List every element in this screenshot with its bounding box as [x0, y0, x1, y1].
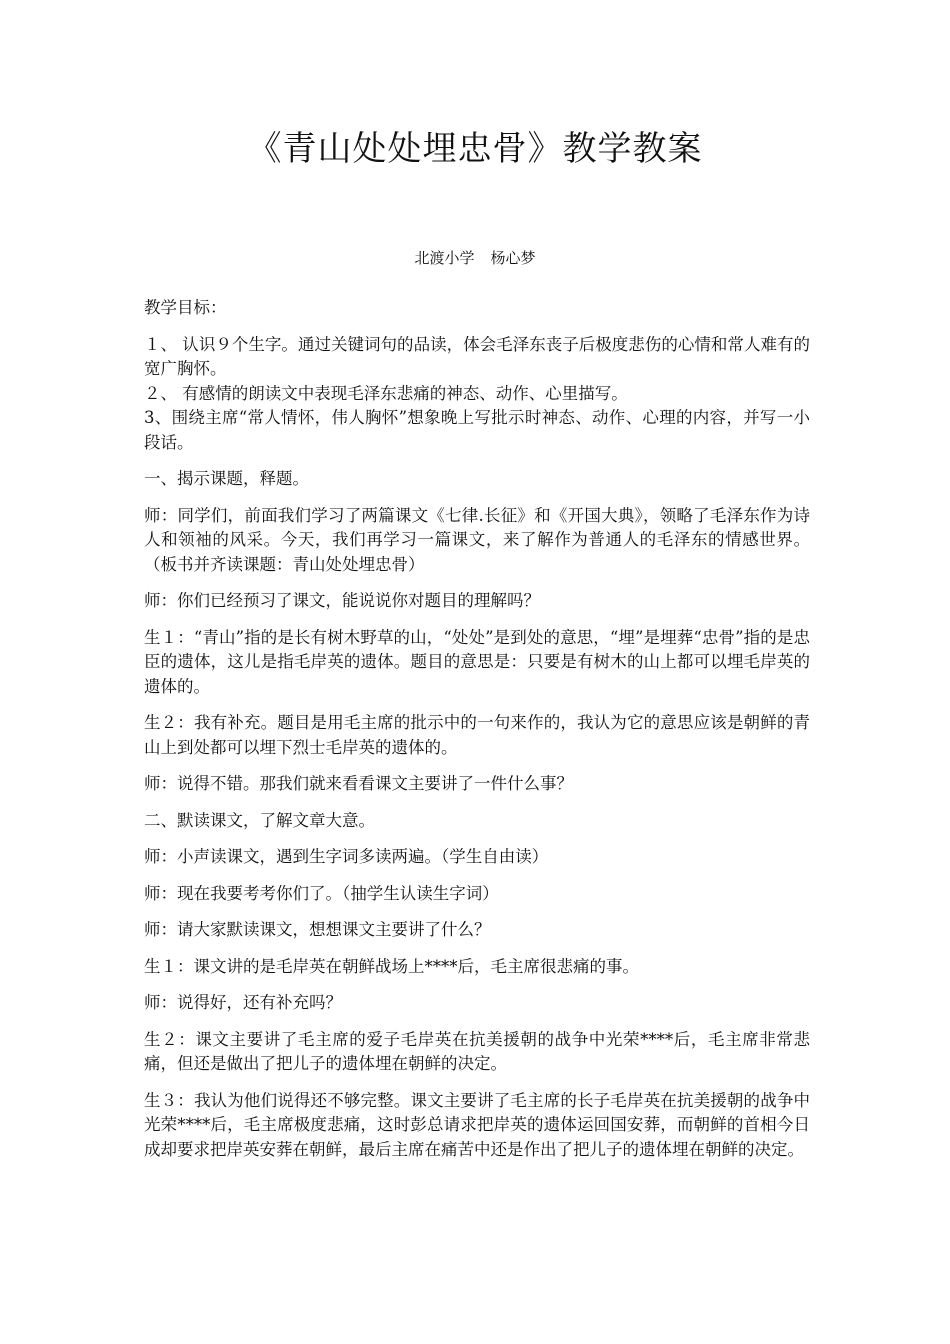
author-line — [0, 247, 950, 269]
paragraph: 生１：“青山”指的是长有树木野草的山，“处处”是到处的意思，“埋”是埋葬“忠骨”指的是忠臣的遗体，这儿是指毛岸英的遗体。题目的意思是：只要是有树木的山上都可以埋毛岸英的遗体的。 — [144, 627, 810, 696]
paragraph: 生１：课文讲的是毛岸英在朝鲜战场上****后，毛主席很悲痛的事。 — [144, 956, 639, 976]
paragraph: 师：说得好，还有补充吗？ — [144, 993, 342, 1012]
paragraph: 生３：我认为他们说得还不够完整。课文主要讲了毛主席的长子毛岸英在抗美援朝的战争中光荣****后，毛主席极度悲痛，这时彭总请求把岸英的遗体运回国安葬，而朝鲜的首相今日成却要求把岸英安葬在朝鲜，最后主席在痛苦中还是作出了把儿子的遗体埋在朝鲜的决定。 — [144, 1090, 810, 1159]
paragraph: 生２：我有补充。题目是用毛主席的批示中的一句来作的，我认为它的意思应该是朝鲜的青山上到处都可以埋下烈士毛岸英的遗体的。 — [144, 713, 810, 757]
objectives-heading: 教学目标： — [144, 298, 227, 317]
author-name: 杨心梦 — [490, 249, 536, 267]
objective-item: ２、 有感情的朗读文中表现毛泽东悲痛的神态、动作、心里描写。 — [144, 383, 628, 403]
paragraph: 师：请大家默读课文，想想课文主要讲了什么？ — [144, 920, 491, 939]
paragraph: 师：说得不错。那我们就来看看课文主要讲了一件什么事？ — [144, 774, 573, 793]
paragraph: 师：小声读课文，遇到生字词多读两遍。（学生自由读） — [144, 847, 549, 866]
page-title: 《青山处处埋忠骨》教学教案 — [247, 129, 703, 169]
paragraph: 师：现在我要考考你们了。（抽学生认读生字词） — [144, 883, 499, 903]
objectives-list — [144, 333, 810, 456]
objective-item: 3、围绕主席“常人情怀，伟人胸怀”想象晚上写批示时神态、动作、心理的内容，并写一小段话。 — [144, 408, 810, 452]
author-school: 北渡小学 — [414, 249, 475, 267]
objective-item: １、 认识９个生字。通过关键词句的品读，体会毛泽东丧子后极度悲伤的心情和常人难有的宽广胸怀。 — [144, 334, 810, 378]
section-heading: 二、默读课文，了解文章大意。 — [144, 810, 375, 830]
section-heading: 一、揭示课题，释题。 — [144, 469, 309, 488]
paragraph: 生２：课文主要讲了毛主席的爱子毛岸英在抗美援朝的战争中光荣****后，毛主席非常悲痛，但还是做出了把儿子的遗体埋在朝鲜的决定。 — [144, 1029, 810, 1073]
paragraph: 师：同学们，前面我们学习了两篇课文《七律.长征》和《开国大典》，领略了毛泽东作为诗人和领袖的风采。今天，我们再学习一篇课文，来了解作为普通人的毛泽东的情感世界。（板书并齐读课题：青山处处埋忠骨） — [144, 505, 810, 574]
paragraph: 师：你们已经预习了课文，能说说你对题目的理解吗？ — [144, 591, 540, 610]
document-body — [144, 296, 810, 1162]
